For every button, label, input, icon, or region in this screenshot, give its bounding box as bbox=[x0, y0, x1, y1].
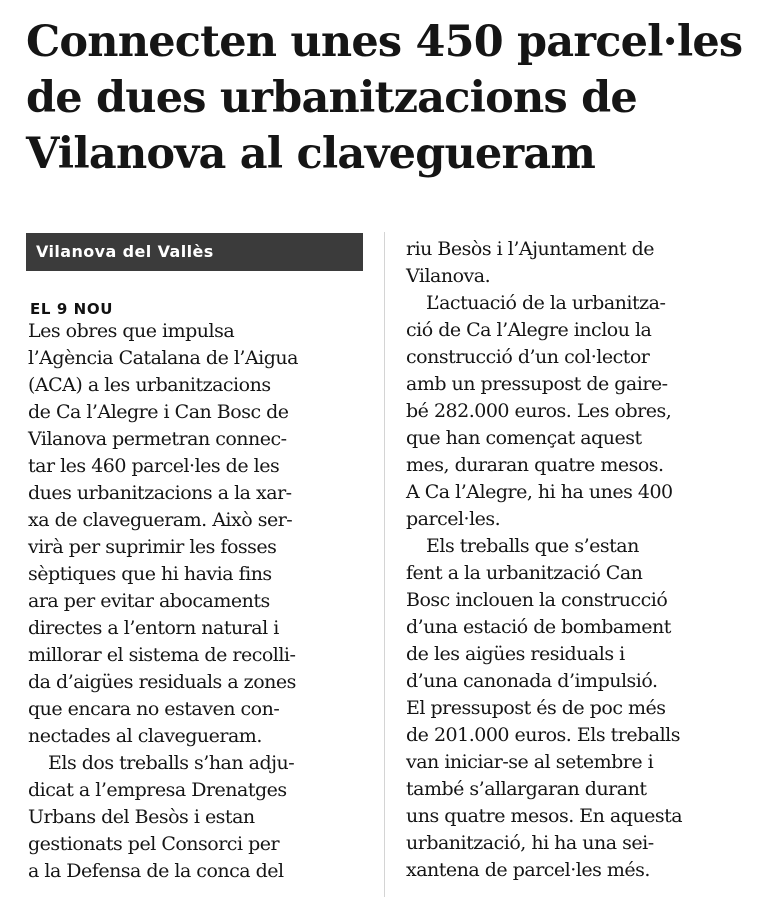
text-line: da d’aigües residuals a zones bbox=[28, 671, 296, 693]
text-line: dicat a l’empresa Drenatges bbox=[28, 779, 287, 801]
text-line: El pressupost és de poc més bbox=[406, 697, 666, 719]
text-line: que han començat aquest bbox=[406, 427, 642, 449]
text-line: dues urbanitzacions a la xar- bbox=[28, 482, 292, 504]
text-line: mes, duraran quatre mesos. bbox=[406, 454, 664, 476]
text-line: Vilanova permetran connec- bbox=[28, 428, 287, 450]
text-line: també s’allargaran durant bbox=[406, 778, 647, 800]
text-line: fent a la urbanització Can bbox=[406, 562, 643, 584]
text-line: de Ca l’Alegre i Can Bosc de bbox=[28, 401, 289, 423]
text-line: xantena de parcel·les més. bbox=[406, 859, 650, 881]
text-line: d’una canonada d’impulsió. bbox=[406, 670, 658, 692]
text-line: Bosc inclouen la construcció bbox=[406, 589, 668, 611]
text-line: millorar el sistema de recolli- bbox=[28, 644, 296, 666]
text-line: Urbans del Besòs i estan bbox=[28, 806, 255, 828]
text-line: directes a l’entorn natural i bbox=[28, 617, 279, 639]
section-label: Vilanova del Vallès bbox=[26, 233, 363, 271]
headline-line: de dues urbanitzacions de bbox=[26, 73, 637, 123]
byline: EL 9 NOU bbox=[30, 300, 113, 318]
text-line: L’actuació de la urbanitza- bbox=[426, 292, 666, 314]
text-line: a la Defensa de la conca del bbox=[28, 860, 284, 882]
text-line: parcel·les. bbox=[406, 508, 501, 530]
column-divider bbox=[384, 232, 385, 897]
text-line: (ACA) a les urbanitzacions bbox=[28, 374, 271, 396]
text-line: de 201.000 euros. Els treballs bbox=[406, 724, 680, 746]
text-line: que encara no estaven con- bbox=[28, 698, 280, 720]
text-line: tar les 460 parcel·les de les bbox=[28, 455, 280, 477]
text-line: ció de Ca l’Alegre inclou la bbox=[406, 319, 652, 341]
text-line: virà per suprimir les fosses bbox=[28, 536, 277, 558]
text-line: d’una estació de bombament bbox=[406, 616, 671, 638]
headline bbox=[26, 14, 756, 182]
text-line: construcció d’un col·lector bbox=[406, 346, 650, 368]
text-line: urbanització, hi ha una sei- bbox=[406, 832, 654, 854]
article-column-left bbox=[28, 318, 373, 885]
text-line: Els treballs que s’estan bbox=[426, 535, 639, 557]
text-line: xa de clavegueram. Això ser- bbox=[28, 509, 293, 531]
text-line: Els dos treballs s’han adju- bbox=[48, 752, 295, 774]
text-line: amb un pressupost de gaire- bbox=[406, 373, 668, 395]
text-line: riu Besòs i l’Ajuntament de bbox=[406, 238, 654, 260]
text-line: gestionats pel Consorci per bbox=[28, 833, 280, 855]
text-line: ara per evitar abocaments bbox=[28, 590, 270, 612]
text-line: sèptiques que hi havia fins bbox=[28, 563, 272, 585]
text-line: l’Agència Catalana de l’Aigua bbox=[28, 347, 298, 369]
text-line: de les aigües residuals i bbox=[406, 643, 625, 665]
text-line: Les obres que impulsa bbox=[28, 320, 235, 342]
text-line: uns quatre mesos. En aquesta bbox=[406, 805, 683, 827]
headline-line: Connecten unes 450 parcel·les bbox=[26, 17, 743, 67]
headline-line: Vilanova al clavegueram bbox=[26, 129, 596, 179]
text-line: bé 282.000 euros. Les obres, bbox=[406, 400, 672, 422]
text-line: van iniciar-se al setembre i bbox=[406, 751, 654, 773]
article-column-right bbox=[406, 236, 761, 884]
text-line: nectades al clavegueram. bbox=[28, 725, 262, 747]
text-line: Vilanova. bbox=[406, 265, 491, 287]
text-line: A Ca l’Alegre, hi ha unes 400 bbox=[406, 481, 673, 503]
